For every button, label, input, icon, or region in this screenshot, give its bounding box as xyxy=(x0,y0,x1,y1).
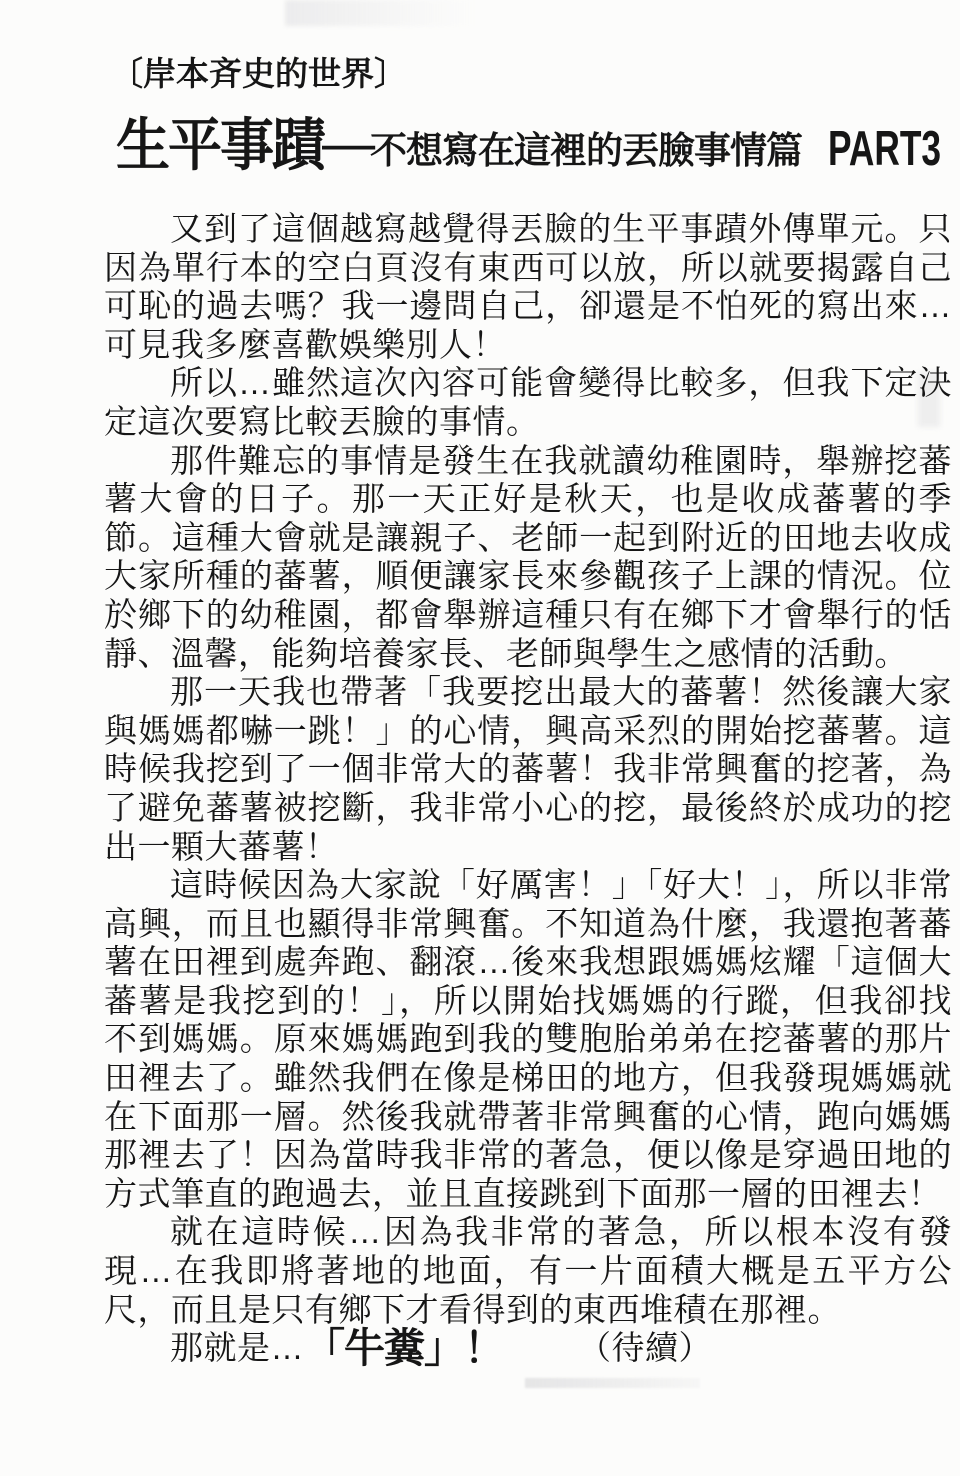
paragraph: 所以…雖然這次內容可能會變得比較多，但我下定決定這次要寫比較丟臉的事情。 xyxy=(104,364,952,440)
scan-artifact-top xyxy=(285,0,475,26)
paragraph: 又到了這個越寫越覺得丟臉的生平事蹟外傳單元。只因為單行本的空白頁沒有東西可以放，所以就要揭露自己可恥的過去嗎？我一邊問自己，卻還是不怕死的寫出來…可見我多麼喜歡娛樂別人！ xyxy=(104,210,952,363)
section-kicker: 〔岸本斉史的世界〕 xyxy=(110,54,407,93)
title-dash: — xyxy=(322,125,376,167)
title-main: 生平事蹟 xyxy=(116,114,324,178)
paragraph: 那件難忘的事情是發生在我就讀幼稚園時，舉辦挖蕃薯大會的日子。那一天正好是秋天，也是收成蕃薯的季節。這種大會就是讓親子、老師一起到附近的田地去收成大家所種的蕃薯，順便讓家長來參觀孩子上課的情況。位於鄉下的幼稚園，都會舉辦這種只有在鄉下才會舉行的恬靜、溫馨，能夠培養家長、老師與學生之感情的活動。 xyxy=(104,441,952,672)
closing-suffix: （待續） xyxy=(578,1329,712,1367)
paragraph: 就在這時候…因為我非常的著急，所以根本沒有發現…在我即將著地的地面，有一片面積大概是五平方公尺，而且是只有鄉下才看得到的東西堆積在那裡。 xyxy=(104,1213,952,1328)
paragraph: 那一天我也帶著「我要挖出最大的蕃薯！然後讓大家與媽媽都嚇一跳！」的心情，興高采烈的開始挖蕃薯。這時候我挖到了一個非常大的蕃薯！我非常興奮的挖著，為了避免蕃薯被挖斷，我非常小心的挖，最後終於成功的挖出一顆大蕃薯！ xyxy=(104,673,952,865)
page-title xyxy=(116,114,960,178)
title-subtitle: 不想寫在這裡的丟臉事情篇 xyxy=(370,130,802,171)
body-text xyxy=(104,210,952,1372)
closing-prefix: 那就是… xyxy=(170,1329,304,1367)
paragraph: 這時候因為大家說「好厲害！」「好大！」，所以非常高興，而且也顯得非常興奮。不知道為什麼，我還抱著蕃薯在田裡到處奔跑、翻滾…後來我想跟媽媽炫耀「這個大蕃薯是我挖到的！」，所以開始找媽媽的行蹤，但我卻找不到媽媽。原來媽媽跑到我的雙胞胎弟弟在挖蕃薯的那片田裡去了。雖然我們在像是梯田的地方，但我發現媽媽就在下面那一層。然後我就帶著非常興奮的心情，跑向媽媽那裡去了！因為當時我非常的著急，便以像是穿過田地的方式筆直的跑過去，並且直接跳到下面那一層的田裡去！ xyxy=(104,866,952,1212)
title-part-number: PART3 xyxy=(828,122,942,176)
scan-artifact-bottom xyxy=(525,1378,700,1388)
closing-line xyxy=(104,1325,952,1372)
closing-highlight: 「牛糞」！ xyxy=(304,1325,504,1372)
